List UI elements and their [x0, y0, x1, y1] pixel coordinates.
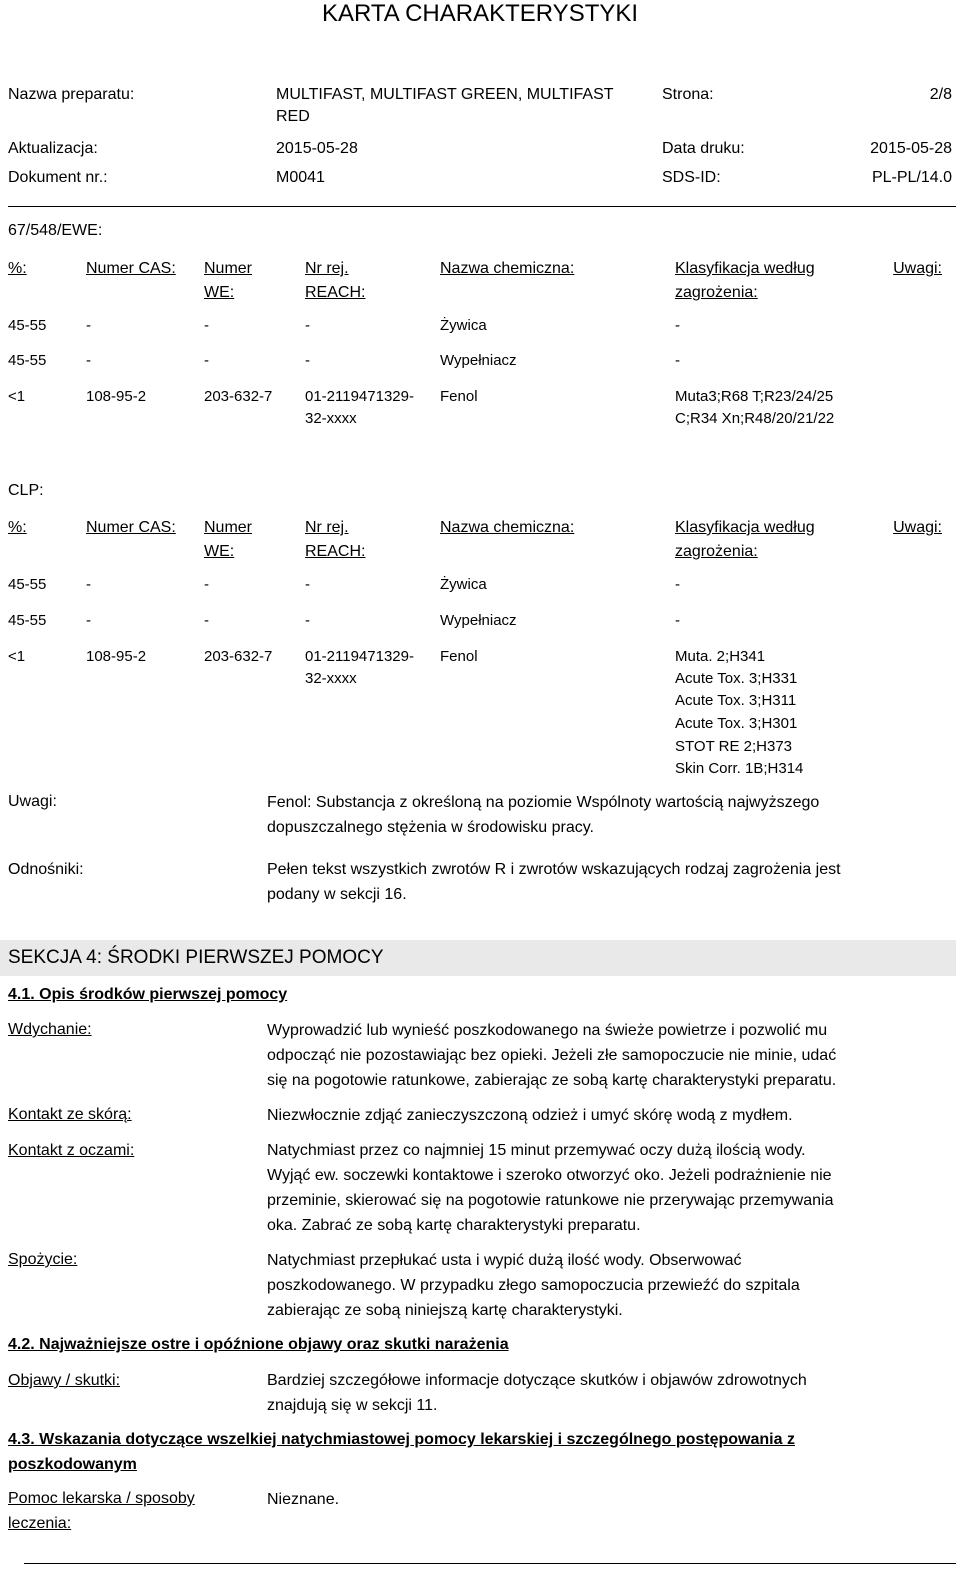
table-cell: 01-2119471329- — [305, 648, 414, 665]
objawy-label: Objawy / skutki: — [8, 1372, 121, 1389]
table-cell: <1 — [8, 388, 26, 405]
table2-header-we-1: Numer — [204, 519, 253, 536]
table2-label: CLP: — [8, 482, 44, 499]
table1-header-we-1: Numer — [204, 260, 253, 277]
table-cell: 45-55 — [8, 612, 47, 629]
section-4-header — [0, 940, 956, 976]
kontakt-oczy-text-4: oka. Zabrać ze sobą kartę charakterystyki preparatu. — [267, 1217, 641, 1234]
header-nazwa-label: Nazwa preparatu: — [8, 86, 135, 103]
subsection-4-3-line-1: 4.3. Wskazania dotyczące wszelkiej natychmiastowej pomocy lekarskiej i szczególnego postępowania z — [8, 1431, 795, 1448]
table-cell: Acute Tox. 3;H311 — [675, 692, 797, 709]
table-cell: 45-55 — [8, 352, 47, 369]
table-cell: - — [675, 352, 680, 369]
pomoc-lekarska-label-2: leczenia: — [8, 1515, 72, 1532]
header-aktualizacja-value: 2015-05-28 — [276, 140, 358, 157]
spozycie-text-3: zabierając ze sobą niniejszą kartę charakterystyki. — [267, 1302, 623, 1319]
spozycie-text-1: Natychmiast przepłukać usta i wypić dużą ilość wody. Obserwować — [267, 1252, 742, 1269]
header-data-druku-value: 2015-05-28 — [870, 140, 952, 157]
table-cell: - — [675, 612, 680, 629]
subsection-4-2: 4.2. Najważniejsze ostre i opóźnione objawy oraz skutki narażenia — [8, 1336, 509, 1353]
table1-header-klas-1: Klasyfikacja według — [675, 260, 815, 277]
table1-header-uwagi: Uwagi: — [893, 260, 942, 277]
table-cell: - — [305, 576, 310, 593]
table-cell: 203-632-7 — [204, 648, 273, 665]
table-cell: <1 — [8, 648, 26, 665]
table2-header-reach-1: Nr rej. — [305, 519, 349, 536]
table-cell: 01-2119471329- — [305, 388, 414, 405]
table-cell: - — [305, 612, 310, 629]
table-cell: 108-95-2 — [86, 388, 147, 405]
spozycie-text-2: poszkodowanego. W przypadku złego samopoczucia przewieźć do szpitala — [267, 1277, 800, 1294]
table1-label: 67/548/EWE: — [8, 222, 103, 239]
table-cell: Żywica — [440, 576, 487, 593]
kontakt-oczy-text-2: Wyjąć ew. soczewki kontaktowe i szeroko otworzyć oko. Jeżeli podrażnienie nie — [267, 1167, 832, 1184]
table-cell: 32-xxxx — [305, 670, 357, 687]
document-title: KARTA CHARAKTERYSTYKI — [321, 0, 639, 27]
table-cell: - — [86, 317, 91, 334]
table2-header-name: Nazwa chemiczna: — [440, 519, 575, 536]
section-4-title: SEKCJA 4: ŚRODKI PIERWSZEJ POMOCY — [8, 947, 384, 968]
table-cell: - — [675, 317, 680, 334]
table2-header-cas: Numer CAS: — [86, 519, 176, 536]
table1-header-klas-2: zagrożenia: — [675, 284, 758, 301]
table-cell: 32-xxxx — [305, 410, 357, 427]
table-cell: Żywica — [440, 317, 487, 334]
table1-header-reach-1: Nr rej. — [305, 260, 349, 277]
pomoc-lekarska-text: Nieznane. — [267, 1491, 340, 1508]
odnosniki-text-1: Pełen tekst wszystkich zwrotów R i zwrotów wskazujących rodzaj zagrożenia jest — [267, 861, 841, 878]
header-sdsid-label: SDS-ID: — [662, 169, 721, 186]
header-dokument-value: M0041 — [276, 169, 325, 186]
table2-header-uwagi: Uwagi: — [893, 519, 942, 536]
table2-header-reach-2: REACH: — [305, 543, 366, 560]
subsection-4-3-line-2: poszkodowanym — [8, 1456, 137, 1473]
header-sdsid-value: PL-PL/14.0 — [871, 169, 952, 186]
wdychanie-label: Wdychanie: — [8, 1021, 92, 1038]
table-cell: 45-55 — [8, 576, 47, 593]
odnosniki-label: Odnośniki: — [8, 861, 84, 878]
header-strona-label: Strona: — [662, 86, 714, 103]
table-cell: Fenol — [440, 388, 478, 405]
table-cell: Wypełniacz — [440, 352, 517, 369]
table1-header-cas: Numer CAS: — [86, 260, 176, 277]
table1-header-pct: %: — [8, 260, 27, 277]
table-cell: - — [86, 576, 91, 593]
table-cell: - — [86, 352, 91, 369]
subsection-4-1: 4.1. Opis środków pierwszej pomocy — [8, 986, 288, 1003]
header-divider — [8, 206, 956, 207]
header-strona-value: 2/8 — [929, 86, 952, 103]
table1-header-name: Nazwa chemiczna: — [440, 260, 575, 277]
uwagi-label: Uwagi: — [8, 793, 57, 810]
kontakt-oczy-text-1: Natychmiast przez co najmniej 15 minut przemywać oczy dużą ilością wody. — [267, 1142, 806, 1159]
kontakt-skora-text: Niezwłocznie zdjąć zanieczyszczoną odzież i umyć skórę wodą z mydłem. — [267, 1107, 793, 1124]
table1-header-we-2: WE: — [204, 284, 235, 301]
table-cell: STOT RE 2;H373 — [675, 738, 792, 755]
table-cell: 203-632-7 — [204, 388, 273, 405]
table-cell: - — [305, 352, 310, 369]
objawy-text-1: Bardziej szczegółowe informacje dotyczące skutków i objawów zdrowotnych — [267, 1372, 807, 1389]
wdychanie-text-1: Wyprowadzić lub wynieść poszkodowanego na świeże powietrze i pozwolić mu — [267, 1022, 828, 1039]
footer-divider — [24, 1563, 956, 1564]
table-cell: - — [204, 352, 209, 369]
kontakt-oczy-text-3: przeminie, skierować się na pogotowie ratunkowe nie przerywając przemywania — [267, 1192, 834, 1209]
header-nazwa-value-2: RED — [276, 108, 310, 125]
wdychanie-text-2: odpocząć nie pozostawiając bez opieki. Jeżeli złe samopoczucie nie minie, udać — [267, 1047, 837, 1064]
wdychanie-text-3: się na pogotowie ratunkowe, zabierając ze sobą kartę charakterystyki preparatu. — [267, 1072, 837, 1089]
table-cell: - — [204, 612, 209, 629]
table-cell: - — [204, 317, 209, 334]
header-data-druku-label: Data druku: — [662, 140, 745, 157]
table2-header-pct: %: — [8, 519, 27, 536]
header-nazwa-value-1: MULTIFAST, MULTIFAST GREEN, MULTIFAST — [276, 86, 614, 103]
table-cell: Muta3;R68 T;R23/24/25 — [675, 388, 834, 405]
table-cell: 108-95-2 — [86, 648, 147, 665]
table1-header-reach-2: REACH: — [305, 284, 366, 301]
table-cell: - — [305, 317, 310, 334]
table-cell: C;R34 Xn;R48/20/21/22 — [675, 410, 835, 427]
kontakt-oczy-label: Kontakt z oczami: — [8, 1142, 135, 1159]
table-cell: Skin Corr. 1B;H314 — [675, 760, 804, 777]
header-dokument-label: Dokument nr.: — [8, 169, 108, 186]
spozycie-label: Spożycie: — [8, 1251, 78, 1268]
table-cell: - — [86, 612, 91, 629]
kontakt-skora-label: Kontakt ze skórą: — [8, 1106, 132, 1123]
table-cell: Acute Tox. 3;H301 — [675, 715, 798, 732]
header-aktualizacja-label: Aktualizacja: — [8, 140, 98, 157]
table2-header-klas-1: Klasyfikacja według — [675, 519, 815, 536]
table2-header-we-2: WE: — [204, 543, 235, 560]
uwagi-text-1: Fenol: Substancja z określoną na poziomie Wspólnoty wartością najwyższego — [267, 794, 820, 811]
table2-header-klas-2: zagrożenia: — [675, 543, 758, 560]
table-cell: Wypełniacz — [440, 612, 517, 629]
table-cell: - — [204, 576, 209, 593]
table-cell: Acute Tox. 3;H331 — [675, 670, 798, 687]
table-cell: 45-55 — [8, 317, 47, 334]
objawy-text-2: znajdują się w sekcji 11. — [267, 1397, 438, 1414]
pomoc-lekarska-label-1: Pomoc lekarska / sposoby — [8, 1490, 195, 1507]
table-cell: Fenol — [440, 648, 478, 665]
table-cell: Muta. 2;H341 — [675, 648, 766, 665]
table-cell: - — [675, 576, 680, 593]
uwagi-text-2: dopuszczalnego stężenia w środowisku pracy. — [267, 819, 594, 836]
odnosniki-text-2: podany w sekcji 16. — [267, 886, 407, 903]
